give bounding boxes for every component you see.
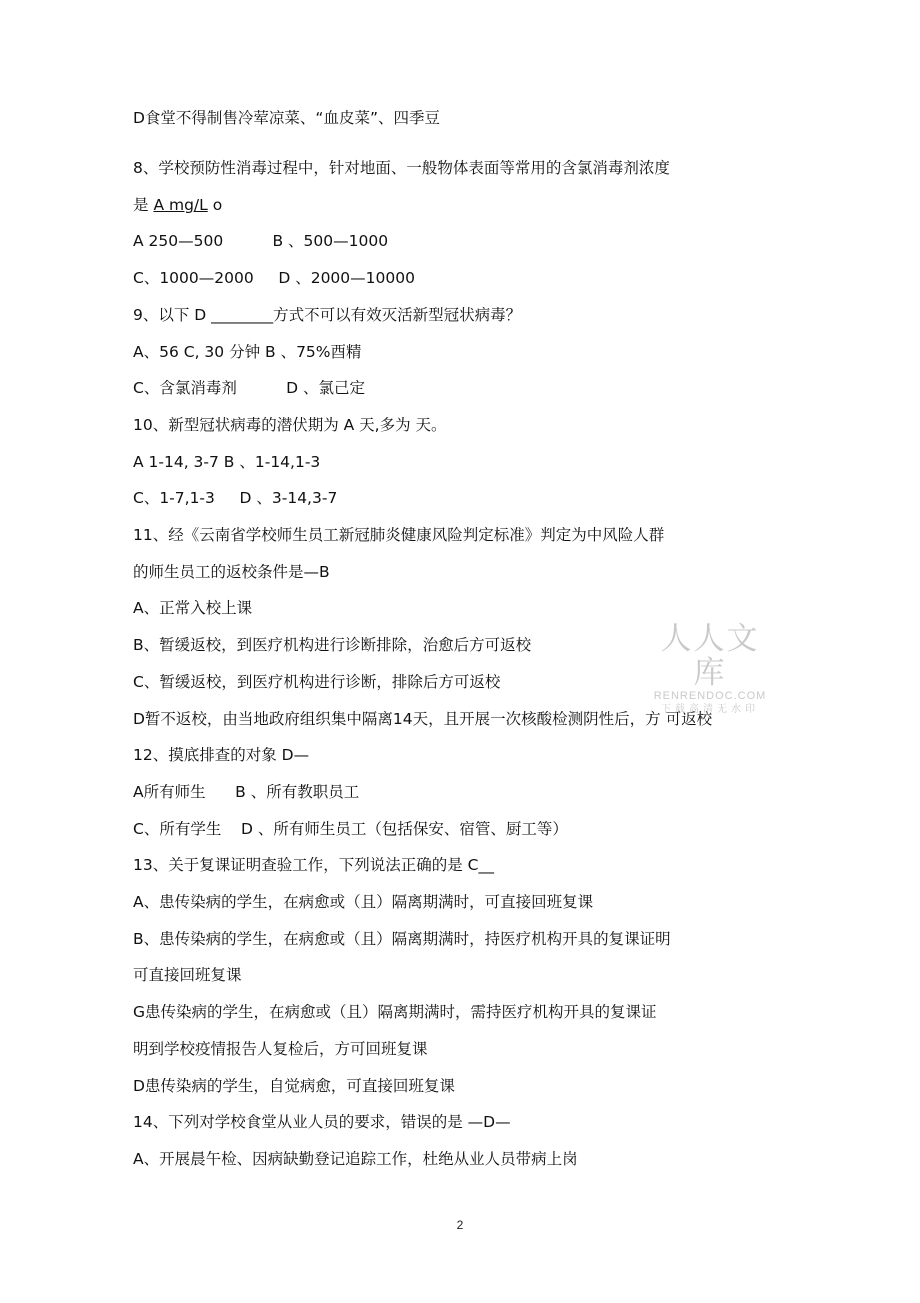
option-line: A、开展晨午检、因病缺勤登记追踪工作，杜绝从业人员带病上岗 [133, 1150, 578, 1168]
option-line: A所有师生 B 、所有教职员工 [133, 783, 360, 801]
option-line: B、暂缓返校，到医疗机构进行诊断排除，治愈后方可返校 [133, 636, 532, 654]
question-11-stem: 11、经《云南省学校师生员工新冠肺炎健康风险判定标准》判定为中风险人群 [133, 526, 665, 544]
option-line: B、患传染病的学生，在病愈或（且）隔离期满时，持医疗机构开具的复课证明 [133, 930, 671, 948]
text-line: D食堂不得制售冷荤凉菜、“血皮菜”、四季豆 [133, 109, 440, 127]
option-line: G患传染病的学生，在病愈或（且）隔离期满时，需持医疗机构开具的复课证 [133, 1003, 657, 1021]
option-line-continued: 明到学校疫情报告人复检后，方可回班复课 [133, 1040, 428, 1058]
question-8-stem: 8、学校预防性消毒过程中，针对地面、一般物体表面等常用的含氯消毒剂浓度 [133, 159, 670, 177]
question-8-answer-underlined: A mg/L [153, 196, 208, 214]
option-line: A 1-14, 3-7 B 、1-14,1-3 [133, 453, 321, 471]
watermark [645, 622, 775, 716]
text-fragment: 是 [133, 196, 154, 214]
question-8-stem-continued [133, 195, 222, 215]
option-line: C、1000—2000 D 、2000—10000 [133, 269, 415, 287]
option-line: C、1-7,1-3 D 、3-14,3-7 [133, 489, 338, 507]
option-line: A 250—500 B 、500—1000 [133, 232, 389, 250]
option-line: C、暂缓返校，到医疗机构进行诊断，排除后方可返校 [133, 673, 501, 691]
question-9-stem: 9、以下 D ________方式不可以有效灭活新型冠状病毒？ [133, 306, 522, 324]
option-line: A、患传染病的学生，在病愈或（且）隔离期满时，可直接回班复课 [133, 893, 594, 911]
option-line: D患传染病的学生，自觉病愈，可直接回班复课 [133, 1077, 455, 1095]
watermark-subtitle: 下载高清无水印 [661, 704, 759, 715]
option-line-continued: 可直接回班复课 [133, 966, 242, 984]
question-12-stem: 12、摸底排查的对象 D— [133, 746, 310, 764]
option-line: A、正常入校上课 [133, 599, 253, 617]
option-line: C、含氯消毒剂 D 、氯己定 [133, 379, 365, 397]
question-11-stem-continued: 的师生员工的返校条件是—B [133, 563, 330, 581]
option-line: A、56 C, 30 分钟 B 、75%酉精 [133, 343, 362, 361]
question-14-stem: 14、下列对学校食堂从业人员的要求，错误的是 —D— [133, 1113, 511, 1131]
watermark-url: RENRENDOC.COM [653, 690, 767, 702]
option-line: D暂不返校，由当地政府组织集中隔离14天，且开展一次核酸检测阴性后，方 可返校 [133, 710, 713, 728]
question-10-stem: 10、新型冠状病毒的潜伏期为 A 天,多为 天。 [133, 416, 447, 434]
text-fragment: o [207, 196, 223, 214]
page-number: 2 [456, 1218, 464, 1232]
option-line: C、所有学生 D 、所有师生员工（包括保安、宿管、厨工等） [133, 820, 568, 838]
watermark-title: 人人文库 [660, 621, 760, 691]
question-13-stem: 13、关于复课证明查验工作，下列说法正确的是 C__ [133, 856, 494, 874]
